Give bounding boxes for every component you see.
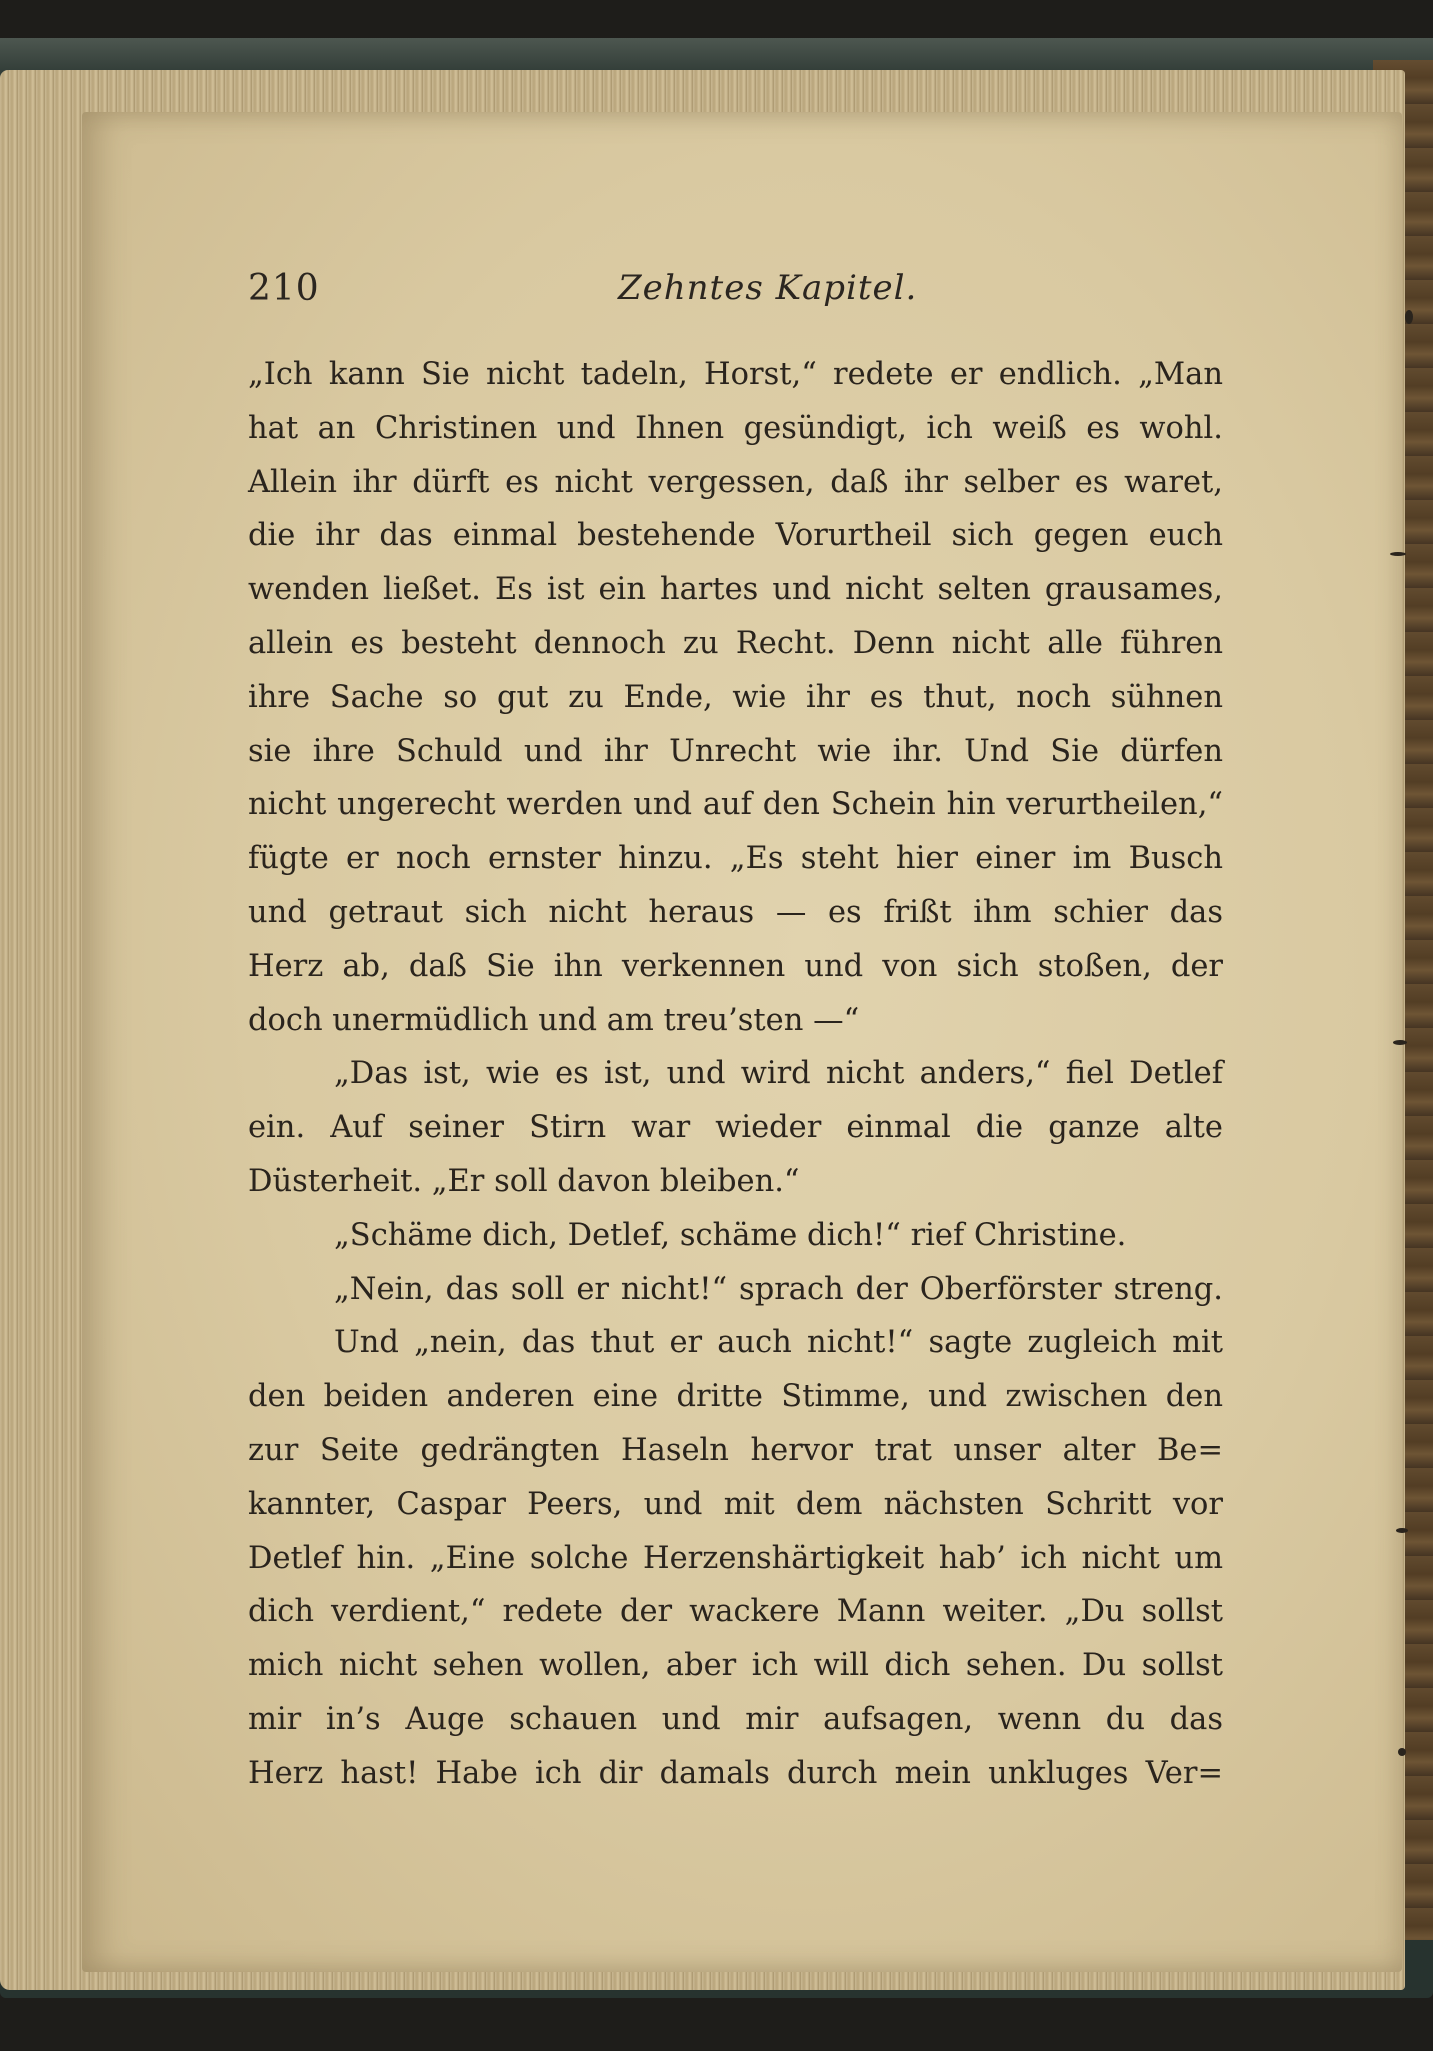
text-line: den beiden anderen eine dritte Stimme, und zwischen den	[248, 1379, 1223, 1415]
text-line: Allein ihr dürft es nicht vergessen, daß ihr selber es waret,	[248, 464, 1223, 500]
text-line: ihre Sache so gut zu Ende, wie ihr es thut, noch sühnen	[248, 679, 1223, 715]
margin-mark	[1393, 1040, 1407, 1045]
text-line: Detlef hin. „Eine solche Herzenshärtigkeit hab’ ich nicht um	[248, 1540, 1223, 1576]
text-line: kannter, Caspar Peers, und mit dem nächsten Schritt vor	[248, 1486, 1223, 1522]
text-line: „Ich kann Sie nicht tadeln, Horst,“ redete er endlich. „Man	[248, 357, 1223, 392]
text-line: „Das ist, wie es ist, und wird nicht anders,“ fiel Detlef	[334, 1056, 1223, 1092]
body-text	[248, 348, 1223, 1801]
text-line: dich verdient,“ redete der wackere Mann weiter. „Du sollst	[248, 1594, 1223, 1630]
text-line: sie ihre Schuld und ihr Unrecht wie ihr. Und Sie dürfen	[248, 733, 1223, 769]
text-line: mich nicht sehen wollen, aber ich will dich sehen. Du sollst	[248, 1648, 1223, 1684]
text-line: Herz ab, daß Sie ihn verkennen und von sich stoßen, der	[248, 948, 1223, 984]
text-line: ein. Auf seiner Stirn war wieder einmal die ganze alte	[248, 1110, 1223, 1146]
text-line: allein es besteht dennoch zu Recht. Denn nicht alle führen	[248, 625, 1223, 661]
text-line: Und „nein, das thut er auch nicht!“ sagte zugleich mit	[334, 1325, 1223, 1361]
margin-mark	[1390, 552, 1406, 556]
text-line: nicht ungerecht werden und auf den Schein hin verurtheilen,“	[248, 787, 1223, 823]
margin-mark	[1398, 1748, 1406, 1756]
page-header	[248, 268, 1228, 318]
text-line: zur Seite gedrängten Haseln hervor trat unser alter Be=	[248, 1432, 1223, 1468]
page-number: 210	[248, 268, 320, 309]
text-line: und getraut sich nicht heraus — es frißt ihm schier das	[248, 894, 1223, 930]
text-line: wenden ließet. Es ist ein hartes und nicht selten grausames,	[248, 572, 1223, 608]
running-head: Zehntes Kapitel.	[618, 268, 918, 308]
margin-mark	[1396, 1528, 1408, 1533]
text-line: doch unermüdlich und am treu’sten —“	[248, 1002, 860, 1038]
text-line: „Nein, das soll er nicht!“ sprach der Oberförster streng.	[334, 1271, 1223, 1307]
text-line: mir in’s Auge schauen und mir aufsagen, wenn du das	[248, 1701, 1223, 1737]
margin-mark	[1405, 310, 1413, 324]
text-line: hat an Christinen und Ihnen gesündigt, ich weiß es wohl.	[248, 410, 1223, 446]
text-line: die ihr das einmal bestehende Vorurtheil sich gegen euch	[248, 518, 1223, 554]
text-line: Herz hast! Habe ich dir damals durch mein unkluges Ver=	[248, 1755, 1223, 1791]
text-line: fügte er noch ernster hinzu. „Es steht hier einer im Busch	[248, 841, 1223, 877]
text-line: „Schäme dich, Detlef, schäme dich!“ rief Christine.	[334, 1217, 1127, 1253]
text-line: Düsterheit. „Er soll davon bleiben.“	[248, 1163, 800, 1199]
